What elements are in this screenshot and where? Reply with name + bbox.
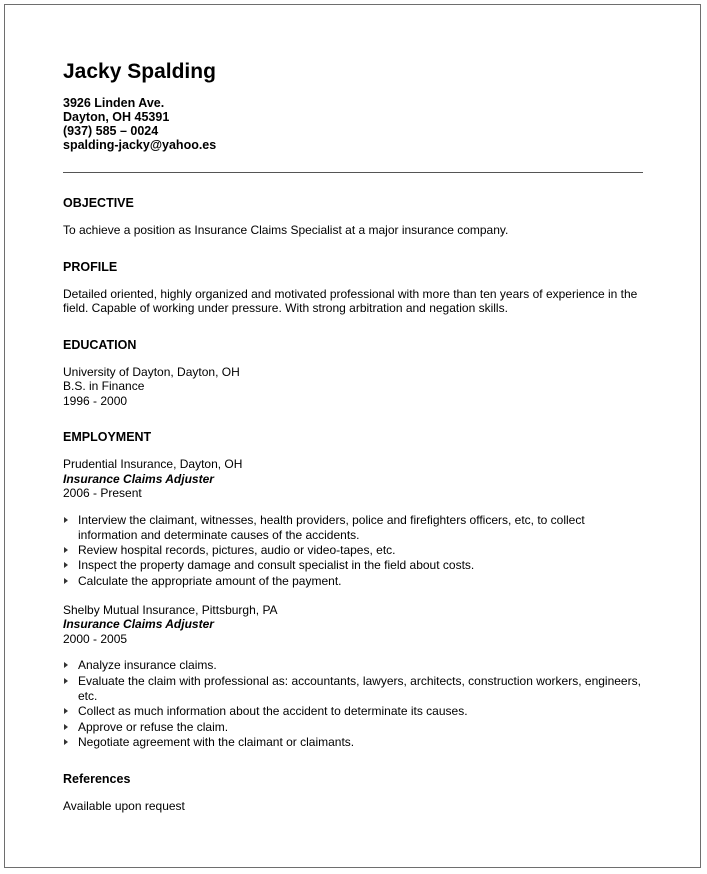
job-header — [63, 603, 643, 647]
duty-text: Approve or refuse the claim. — [78, 719, 229, 734]
triangle-right-icon — [64, 724, 68, 730]
objective-text: To achieve a position as Insurance Claims Specialist at a major insurance company. — [63, 223, 509, 237]
job-company: Prudential Insurance, Dayton, OH — [63, 457, 243, 471]
duty-text: Review hospital records, pictures, audio or video-tapes, etc. — [78, 543, 396, 558]
triangle-right-icon — [64, 562, 68, 568]
duty-item — [63, 735, 643, 750]
header-divider — [63, 172, 643, 173]
triangle-right-icon — [64, 547, 68, 553]
employment-list — [63, 457, 643, 750]
triangle-right-icon — [64, 678, 68, 684]
duty-item — [63, 704, 643, 719]
education-school: University of Dayton, Dayton, OH — [63, 364, 240, 379]
objective-heading: OBJECTIVE — [63, 196, 134, 210]
education-block — [63, 365, 643, 409]
job-position: Insurance Claims Adjuster — [63, 471, 214, 486]
duty-text: Analyze insurance claims. — [78, 658, 217, 673]
duty-item — [63, 658, 643, 673]
education-heading: EDUCATION — [63, 337, 137, 352]
duty-item — [63, 720, 643, 735]
duty-item — [63, 558, 643, 573]
profile-heading: PROFILE — [63, 259, 118, 274]
resume-content — [63, 59, 643, 814]
resume-page — [4, 4, 701, 868]
phone-line: (937) 585 – 0024 — [63, 124, 159, 138]
job-company: Shelby Mutual Insurance, Pittsburgh, PA — [63, 602, 278, 617]
duty-item — [63, 543, 643, 558]
job-entry — [63, 457, 643, 589]
duty-text: Inspect the property damage and consult specialist in the field about costs. — [78, 558, 475, 573]
city-line: Dayton, OH 45391 — [63, 110, 170, 124]
candidate-name: Jacky Spalding — [63, 60, 216, 83]
duty-text: Negotiate agreement with the claimant or claimants. — [78, 734, 355, 749]
duty-item — [63, 513, 643, 544]
duty-text: Interview the claimant, witnesses, health providers, police and firefighters officers, etc, to collect information and determinate causes of the accidents. — [78, 512, 585, 542]
duty-item — [63, 674, 643, 705]
education-years: 1996 - 2000 — [63, 393, 128, 408]
email-line: spalding-jacky@yahoo.es — [63, 138, 217, 152]
triangle-right-icon — [64, 739, 68, 745]
job-dates: 2006 - Present — [63, 486, 142, 500]
job-header — [63, 457, 643, 501]
triangle-right-icon — [64, 578, 68, 584]
address-line: 3926 Linden Ave. — [63, 96, 165, 110]
education-degree: B.S. in Finance — [63, 379, 145, 393]
duty-item — [63, 574, 643, 589]
job-entry — [63, 603, 643, 750]
job-dates: 2000 - 2005 — [63, 631, 128, 646]
contact-block — [63, 96, 643, 152]
job-duties — [63, 513, 643, 589]
triangle-right-icon — [64, 708, 68, 714]
duty-text: Evaluate the claim with professional as: accountants, lawyers, architects, construction workers, engineers, etc. — [78, 673, 641, 704]
triangle-right-icon — [64, 662, 68, 668]
duty-text: Calculate the appropriate amount of the payment. — [78, 573, 342, 588]
references-text: Available upon request — [63, 799, 185, 814]
references-heading: References — [63, 772, 131, 787]
employment-heading: EMPLOYMENT — [63, 430, 152, 444]
job-duties — [63, 658, 643, 750]
profile-text: Detailed oriented, highly organized and motivated professional with more than ten years of experience in the field. Capable of working under pressure. With strong arbitration and negation skills. — [63, 286, 638, 315]
triangle-right-icon — [64, 517, 68, 523]
job-position: Insurance Claims Adjuster — [63, 617, 214, 632]
duty-text: Collect as much information about the accident to determinate its causes. — [78, 704, 468, 719]
